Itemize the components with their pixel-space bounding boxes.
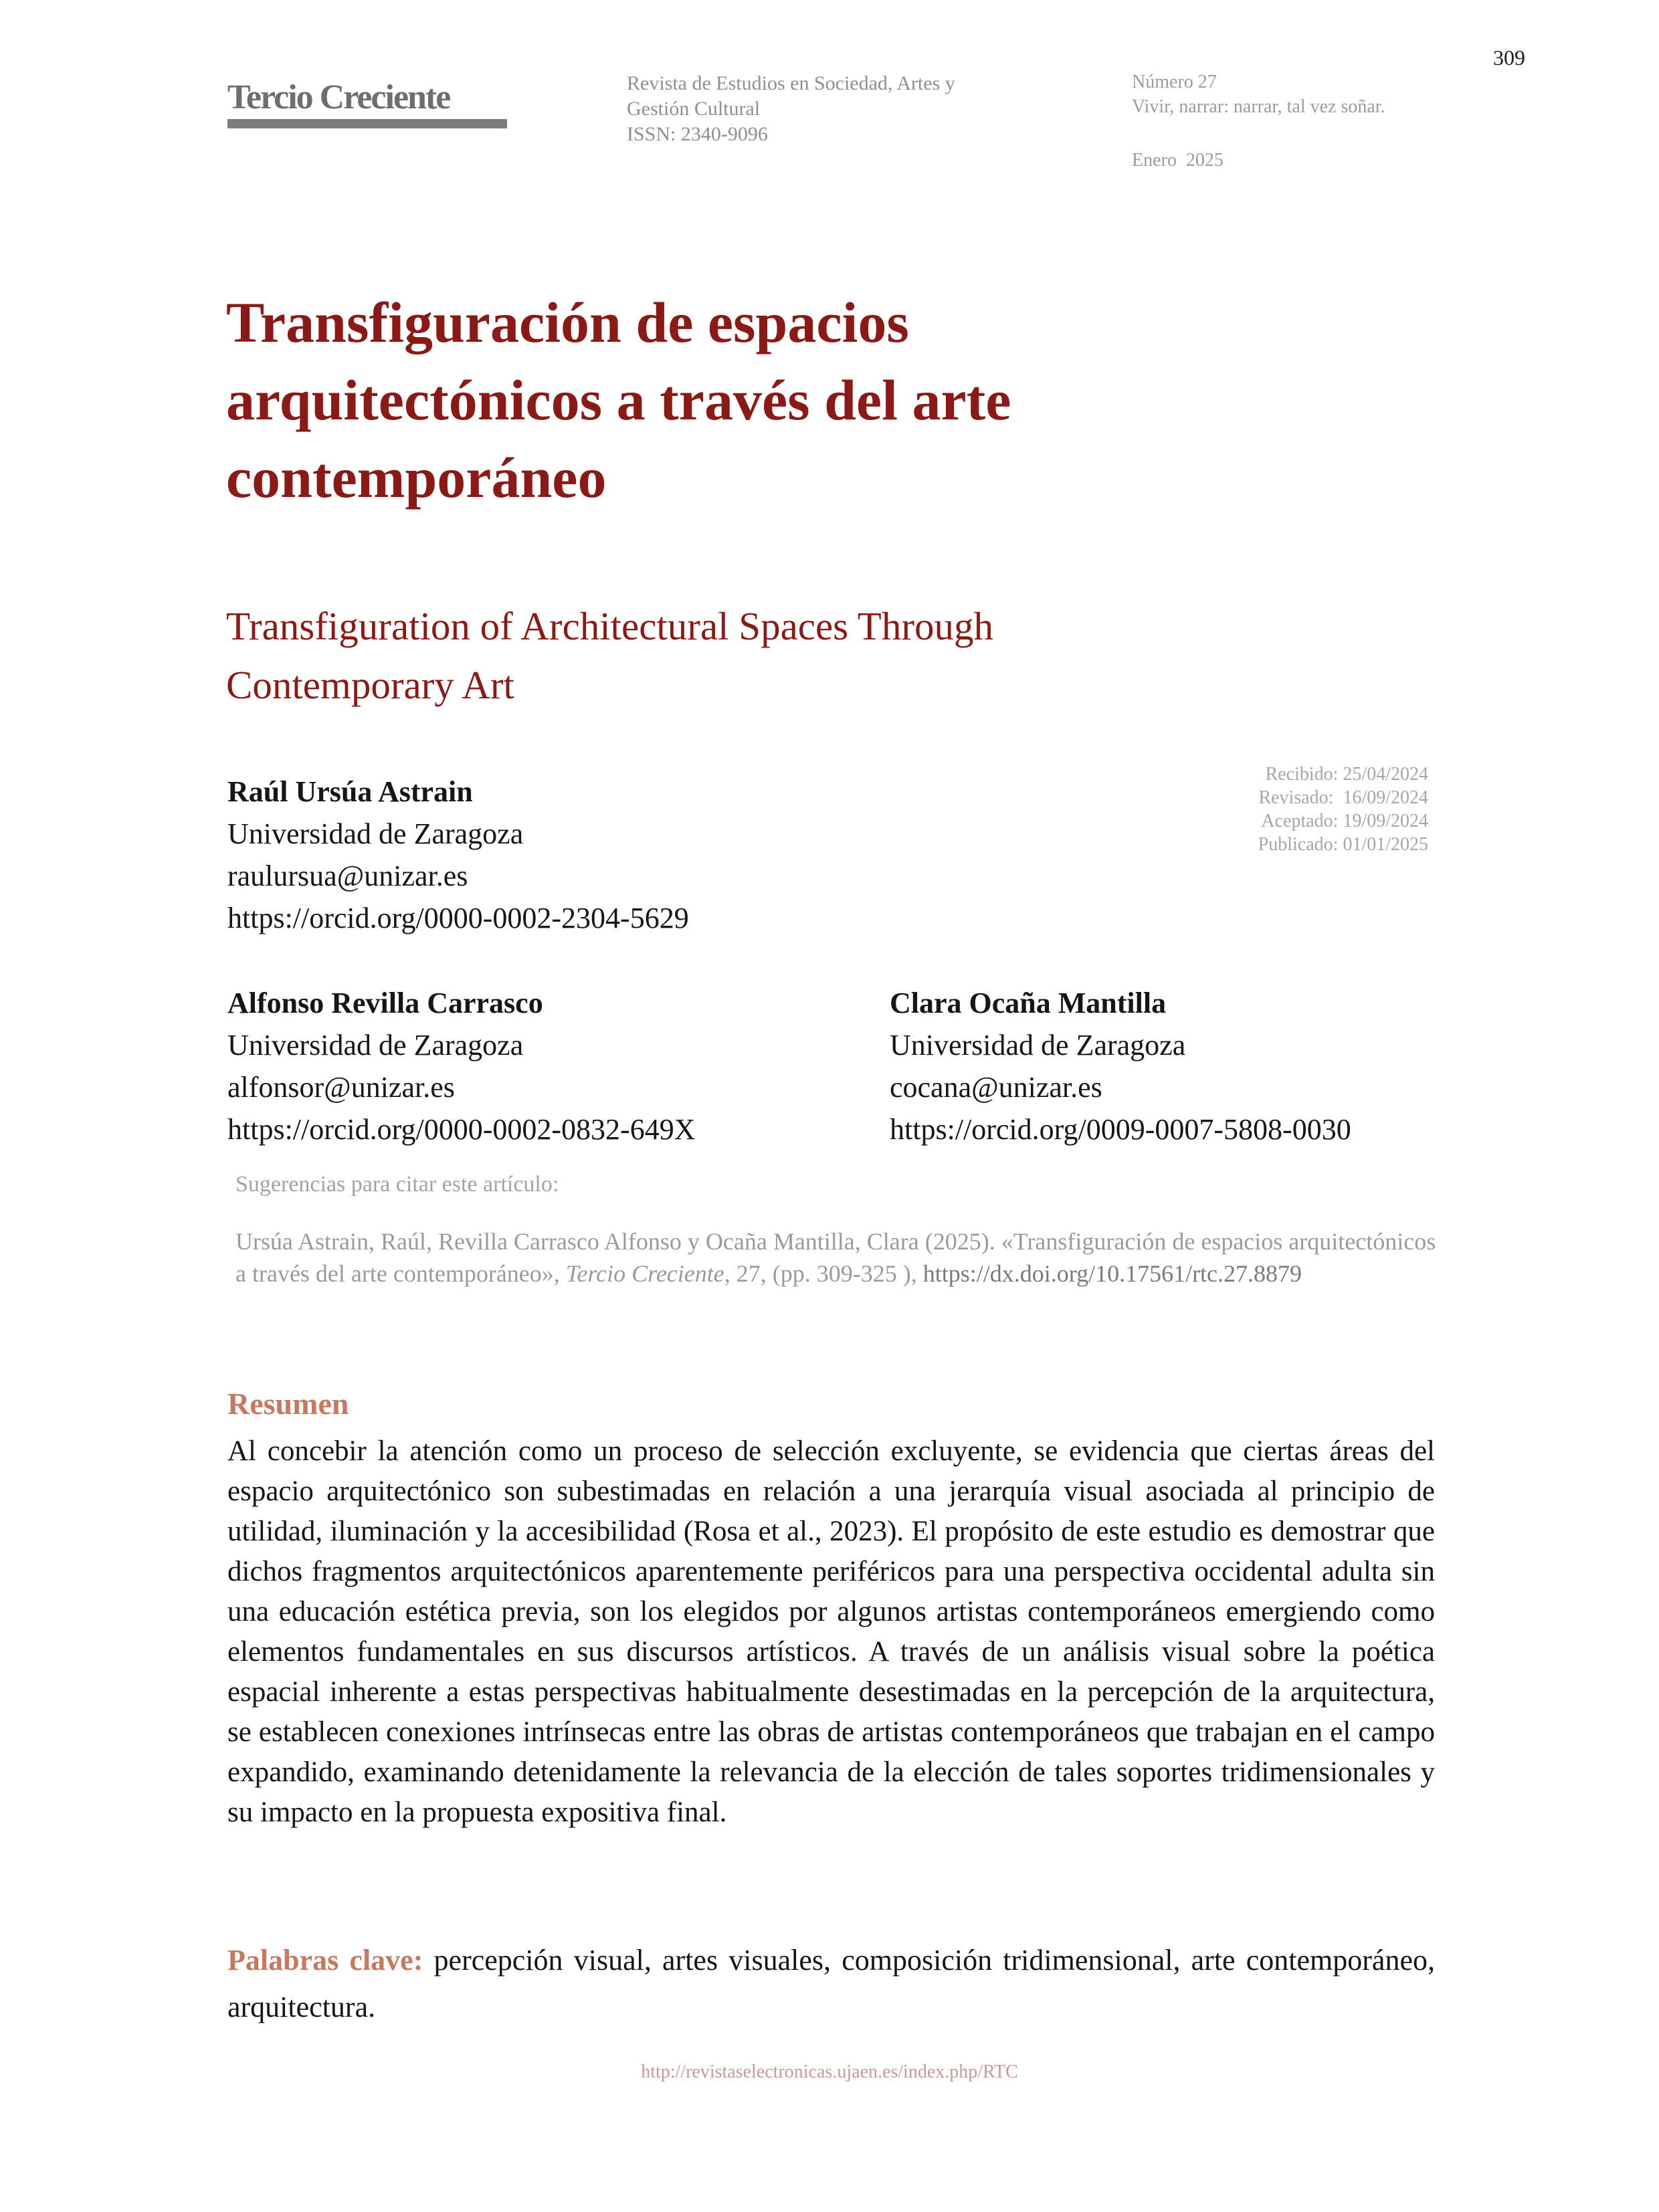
abstract-heading: Resumen <box>227 1387 349 1421</box>
article-title-es-line: Transfiguración de espacios <box>226 290 909 355</box>
issue-info <box>1132 70 1385 173</box>
date-published: Publicado: 01/01/2025 <box>1258 834 1428 855</box>
article-title-es <box>226 284 1270 516</box>
citation-suggestion-label: Sugerencias para citar este artículo: <box>235 1172 559 1197</box>
article-title-en-line: Transfiguration of Architectural Spaces Through <box>226 604 993 648</box>
date-accepted: Aceptado: 19/09/2024 <box>1261 811 1428 831</box>
article-title-en-line: Contemporary Art <box>226 663 514 707</box>
journal-issn: ISSN: 2340-9096 <box>627 123 768 145</box>
author-affiliation: Universidad de Zaragoza <box>890 1029 1186 1062</box>
citation-doi-link[interactable]: https://dx.doi.org/10.17561/rtc.27.8879 <box>922 1260 1302 1287</box>
author-email[interactable]: alfonsor@unizar.es <box>227 1071 455 1104</box>
logo-underline-bar <box>227 119 507 128</box>
journal-info <box>627 71 955 147</box>
footer-link[interactable]: http://revistaselectronicas.ujaen.es/index.php/RTC <box>641 2062 1018 2082</box>
author-orcid-link[interactable]: https://orcid.org/0000-0002-2304-5629 <box>227 902 689 934</box>
issue-date: Enero 2025 <box>1132 150 1224 171</box>
journal-logo <box>227 79 508 128</box>
author-name: Alfonso Revilla Carrasco <box>227 987 543 1019</box>
author-email[interactable]: raulursua@unizar.es <box>227 860 468 892</box>
date-revised: Revisado: 16/09/2024 <box>1258 787 1428 808</box>
article-title-es-line: arquitectónicos a través del arte <box>226 368 1011 432</box>
citation-journal-name: Tercio Creciente <box>565 1260 724 1287</box>
journal-footer-url <box>0 2062 1659 2083</box>
abstract-text: Al concebir la atención como un proceso de selección excluyente, se evidencia que ciertas áreas del espacio arquitectónico son subestimadas en relación a una jerarquía visual asociada al principio de utilidad, iluminación y la accesibilidad (Rosa et al., 2023). El propósito de este estudio es demostrar que dichos fragmentos arquitectónicos aparentemente periféricos para una perspectiva occidental adulta sin una educación estética previa, son los elegidos por algunos artistas contemporáneos emergiendo como elementos fundamentales en sus discursos artísticos. A través de un análisis visual sobre la poética espacial inherente a estas perspectivas habitualmente desestimadas en la percepción de la arquitectura, se establecen conexiones intrínsecas entre las obras de artistas contemporáneos que trabajan en el campo expandido, examinando detenidamente la relevancia de la elección de tales soportes tridimensionales y su impacto en la propuesta expositiva final. <box>227 1435 1435 1828</box>
journal-info-line: Revista de Estudios en Sociedad, Artes y <box>627 72 955 94</box>
author-block-1 <box>227 771 689 939</box>
keywords-list: percepción visual, artes visuales, composición tridimensional, arte contemporáneo, arquitectura. <box>227 1944 1435 2023</box>
page-number: 309 <box>1493 45 1525 70</box>
issue-theme: Vivir, narrar: narrar, tal vez soñar. <box>1132 96 1385 117</box>
article-title-en <box>226 597 1310 714</box>
submission-dates <box>1258 763 1428 856</box>
journal-logo-text: Tercio Creciente <box>227 78 450 116</box>
citation-text <box>235 1225 1436 1290</box>
author-affiliation: Universidad de Zaragoza <box>227 817 524 850</box>
author-name: Raúl Ursúa Astrain <box>227 775 473 808</box>
author-affiliation: Universidad de Zaragoza <box>227 1029 524 1062</box>
keywords-paragraph <box>227 1937 1435 2031</box>
journal-info-line: Gestión Cultural <box>627 98 761 120</box>
author-block-2 <box>227 982 695 1150</box>
author-email[interactable]: cocana@unizar.es <box>890 1071 1102 1104</box>
issue-number: Número 27 <box>1132 72 1217 92</box>
author-orcid-link[interactable]: https://orcid.org/0009-0007-5808-0030 <box>890 1113 1351 1146</box>
author-orcid-link[interactable]: https://orcid.org/0000-0002-0832-649X <box>227 1113 696 1146</box>
date-received: Recibido: 25/04/2024 <box>1265 764 1428 785</box>
article-title-es-line: contemporáneo <box>226 445 607 510</box>
keywords-label: Palabras clave: <box>227 1944 423 1977</box>
author-block-3 <box>890 982 1351 1150</box>
citation-authors-title: Ursúa Astrain, Raúl, Revilla Carrasco Alfonso y Ocaña Mantilla, Clara (2025). «Transfiguración de espacios arquitectónicos a través del arte contemporáneo», <box>235 1228 1436 1287</box>
citation-issue-pages: , 27, (pp. 309-325 ), <box>724 1260 923 1287</box>
author-name: Clara Ocaña Mantilla <box>890 987 1167 1019</box>
